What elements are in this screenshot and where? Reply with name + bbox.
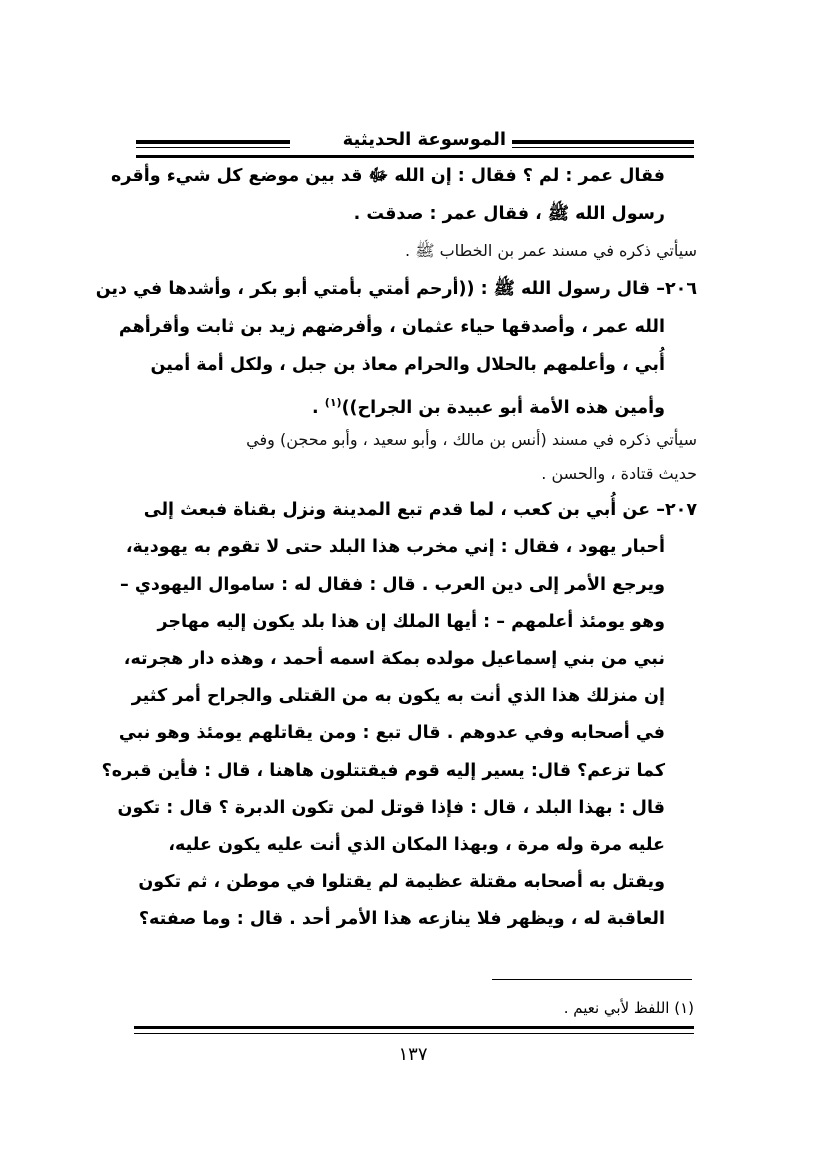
header-rule-right-thin (512, 147, 694, 148)
text-line: فقال عمر : لم ؟ فقال : إن الله ﷻ قد بين موضع كل شيء وأقره (111, 166, 665, 186)
note-line: سيأتي ذكره في مسند عمر بن الخطاب ﷺ . (405, 241, 697, 260)
text-line: عليه مرة وله مرة ، وبهذا المكان الذي أنت عليه يكون عليه، (168, 835, 665, 855)
header-rule-left (136, 140, 290, 144)
text-line: ويرجع الأمر إلى دين العرب . قال : فقال له : ساموال اليهودي – (120, 575, 665, 595)
page-number: ١٣٧ (398, 1044, 428, 1065)
running-header (136, 126, 694, 158)
text-line: الله عمر ، وأصدقها حياء عثمان ، وأفرضهم زيد بن ثابت وأقرأهم (118, 317, 665, 337)
note-line: سيأتي ذكره في مسند (أنس بن مالك ، وأبو سعيد ، وأبو محجن) وفي (246, 430, 697, 449)
text-span: . (312, 397, 325, 418)
note-line: حديث قتادة ، والحسن . (541, 464, 697, 483)
hadith-207-line: ٢٠٧– عن أُبي بن كعب ، لما قدم تبع المدينة ونزل بقناة فبعث إلى (143, 500, 697, 520)
text-line: أُبي ، وأعلمهم بالحلال والحرام معاذ بن جبل ، ولكل أمة أمين (150, 355, 665, 375)
text-line-with-ref (312, 388, 665, 423)
footer-rule (134, 1026, 694, 1029)
text-line: ويقتل به أصحابه مقتلة عظيمة لم يقتلوا في موطن ، ثم تكون (138, 872, 665, 892)
header-rule-left-thin (136, 147, 290, 148)
header-rule-right (512, 140, 694, 144)
text-line: نبي من بني إسماعيل مولده بمكة اسمه أحمد ، وهذه دار هجرته، (123, 649, 665, 669)
text-span: وأمين هذه الأمة أبو عبيدة بن الجراح)) (341, 397, 665, 418)
text-line: قال : بهذا البلد ، قال : فإذا قوتل لمن تكون الدبرة ؟ قال : تكون (117, 798, 665, 818)
footnote: (١) اللفظ لأبي نعيم . (563, 999, 694, 1017)
text-line: العاقبة له ، ويظهر فلا ينازعه هذا الأمر أحد . قال : وما صفته؟ (138, 909, 665, 929)
text-line: إن منزلك هذا الذي أنت به يكون به من القتلى والجراح أمر كثير (131, 686, 665, 706)
header-title: الموسوعة الحديثية (342, 129, 506, 150)
text-line: رسول الله ﷺ ، فقال عمر : صدقت . (353, 204, 665, 224)
text-line: أحبار يهود ، فقال : إني مخرب هذا البلد حتى لا تقوم به يهودية، (125, 537, 665, 557)
text-line: وهو يومئذ أعلمهم – : أيها الملك إن هذا بلد يكون إليه مهاجر (157, 612, 665, 632)
footnote-separator (492, 979, 692, 980)
header-underline (136, 155, 694, 158)
footnote-reference: (١) (324, 396, 342, 409)
text-line: كما تزعم؟ قال: يسير إليه قوم فيقتتلون هاهنا ، قال : فأين قبره؟ (101, 761, 665, 781)
footer-rule-thin (134, 1033, 694, 1034)
text-line: في أصحابه وفي عدوهم . قال تبع : ومن يقاتلهم يومئذ وهو نبي (118, 723, 665, 743)
hadith-206-line: ٢٠٦– قال رسول الله ﷺ : ((أرحم أمتي بأمتي أبو بكر ، وأشدها في دين (95, 279, 697, 299)
